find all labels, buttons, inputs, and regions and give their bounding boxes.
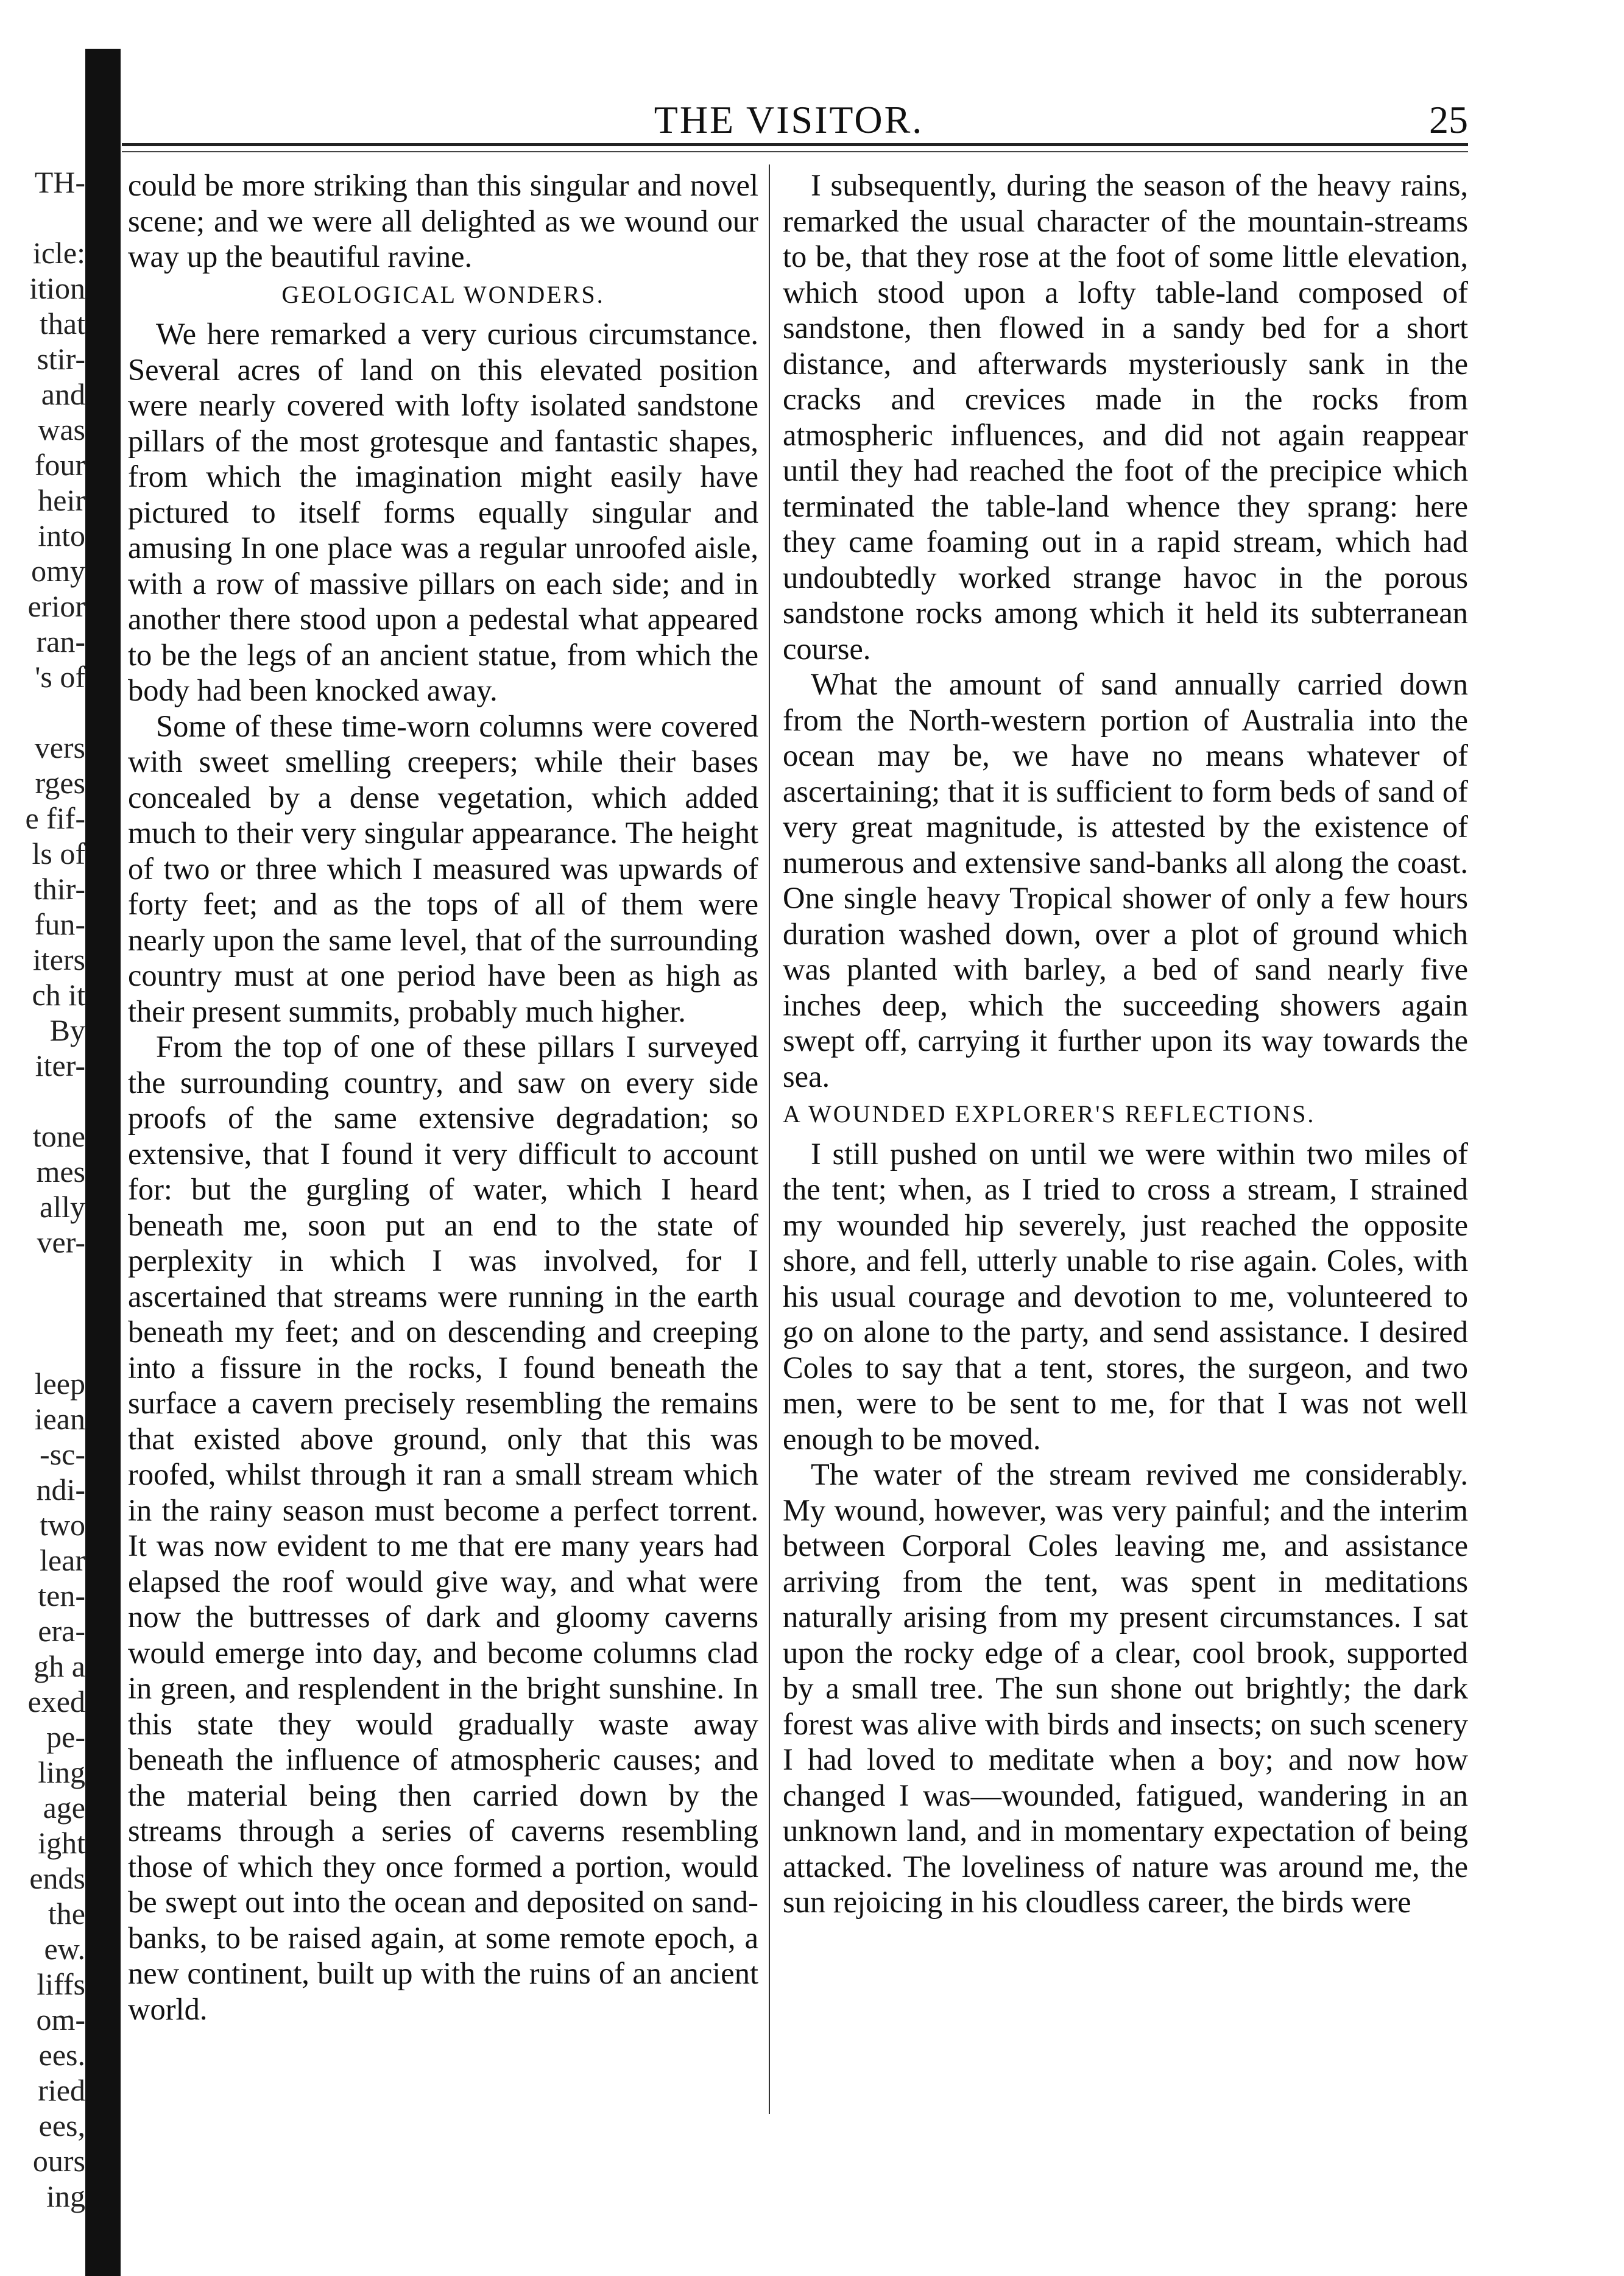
section-heading-geological-wonders: GEOLOGICAL WONDERS.	[281, 280, 605, 308]
margin-fragment: vers	[34, 730, 85, 765]
margin-fragment	[0, 1295, 85, 1331]
left-column	[128, 168, 758, 2027]
margin-fragment	[0, 1083, 85, 1119]
margin-fragment: mes	[36, 1154, 85, 1189]
margin-fragment: and	[41, 377, 85, 411]
margin-fragment: -sc-	[40, 1437, 85, 1471]
header-rule	[122, 143, 1468, 146]
margin-fragment: icle:	[32, 236, 85, 270]
margin-fragment: thir-	[33, 872, 85, 906]
margin-fragment: omy	[31, 554, 85, 588]
margin-fragment: ees,	[38, 2108, 85, 2143]
margin-fragment: exed	[27, 1684, 85, 1719]
margin-fragment: ran-	[36, 624, 85, 659]
margin-fragment: ees.	[38, 2038, 85, 2072]
right-paragraph-1: I subsequently, during the season of the heavy rains, remarked the usual character of the mountain-streams to be, that they rose at the foot of some little elevation, which stood upon a lofty table-land composed of sandstone, then flowed in a sandy bed for a short distance, and afterwards mysteriously sank in the cracks and crevices made in the rocks from atmospheric influences, and did not again reappear until they had reached the foot of the precipice which terminated the table-land whence they sprang: here they came foaming out in a rapid stream, which had undoubtedly worked strange havoc in the porous sandstone rocks among which it held its subterranean course.	[783, 168, 1468, 666]
left-paragraph-2: We here remarked a very curious circumstance. Several acres of land on this elevated position were nearly covered with lofty isolated sandstone pillars of the most grotesque and fantastic shapes, from which the imagination might easily have pictured to itself forms equally singular and amusing In one place was a regular unroofed aisle, with a row of massive pillars on each side; and in another there stood upon a pedestal what appeared to be the legs of an ancient statue, from which the body had been knocked away.	[128, 317, 758, 707]
margin-fragment: 's of	[35, 660, 85, 694]
column-divider	[769, 164, 770, 2114]
margin-fragment: rges	[35, 766, 85, 800]
margin-fragment: ition	[29, 271, 85, 305]
margin-fragment	[0, 694, 85, 730]
margin-fragment: ends	[29, 1861, 85, 1895]
margin-fragment: iean	[34, 1402, 85, 1436]
margin-fragment: iters	[32, 942, 85, 977]
margin-fragment: ls of	[32, 836, 85, 871]
margin-fragment: stir-	[37, 342, 85, 376]
margin-fragment: pe-	[46, 1720, 85, 1754]
margin-fragment: four	[34, 448, 85, 482]
margin-fragment: ew.	[44, 1932, 85, 1966]
margin-fragment: heir	[38, 483, 85, 517]
margin-fragment: the	[48, 1896, 85, 1931]
margin-fragment: fun-	[34, 907, 85, 941]
binding-shadow	[85, 49, 121, 2276]
margin-fragment: tone	[32, 1119, 85, 1153]
margin-fragment: om-	[36, 2002, 85, 2037]
margin-fragment: era-	[38, 1614, 85, 1648]
right-paragraph-4: The water of the stream revived me considerably. My wound, however, was very painful; and the interim between Corporal Coles leaving me, and assistance arriving from the tent, was spent in meditations naturally arising from my present circumstances. I sat upon the rocky edge of a clear, cool brook, supported by a small tree. The sun shone out brightly; the dark forest was alive with birds and insects; on such scenery I had loved to meditate when a boy; and now how changed I was—wounded, fatigued, wandering in an unknown land, and in momentary expectation of being attacked. The loveliness of nature was around me, the sun rejoicing in his cloudless career, the birds were	[783, 1457, 1468, 1919]
margin-fragment: By	[49, 1013, 85, 1047]
margin-fragment: ally	[40, 1190, 85, 1224]
margin-fragment: liffs	[37, 1967, 85, 2001]
left-paragraph-4: From the top of one of these pillars I surveyed the surrounding country, and saw on every side proofs of the same extensive degradation; so extensive, that I found it very difficult to account for: but the gurgling of water, which I heard beneath me, soon put an end to the state of perplexity in which I was involved, for I ascertained that streams were running in the earth beneath my feet; and on descending and creeping into a fissure in the rocks, I found beneath the surface a cavern precisely resembling the remains that existed above ground, only that this was roofed, whilst through it ran a small stream which in the rainy season must become a perfect torrent. It was now evident to me that ere many years had elapsed the roof would give way, and what were now the buttresses of dark and gloomy caverns would emerge into day, and become columns clad in green, and resplendent in the bright sunshine. In this state they would gradually waste away beneath the influence of atmospheric causes; and the material being then carried down by the streams through a series of caverns resembling those of which they once formed a portion, would be swept out into the ocean and deposited on sand-banks, to be raised again, at some remote epoch, a new continent, built up with the ruins of an ancient world.	[128, 1030, 758, 2026]
margin-fragment	[0, 1260, 85, 1295]
margin-fragment: ried	[38, 2073, 85, 2107]
margin-fragment: ten-	[38, 1578, 85, 1613]
header-rule-thin	[122, 151, 1468, 152]
margin-fragment: iter-	[35, 1048, 85, 1083]
left-paragraph-3: Some of these time-worn columns were covered with sweet smelling creepers; while their bases concealed by a dense vegetation, which added much to their very singular appearance. The height of two or three which I measured was upwards of forty feet; and as the tops of all of them were nearly upon the same level, that of the surrounding country must at one period have been as high as their present summits, probably much higher.	[128, 709, 758, 1028]
margin-fragment: ing	[46, 2179, 85, 2213]
margin-fragment: that	[40, 306, 85, 341]
previous-page-margin-fragments	[0, 164, 85, 2214]
margin-fragment: ours	[32, 2144, 85, 2178]
margin-fragment: ling	[38, 1755, 85, 1789]
margin-fragment: was	[38, 412, 85, 447]
margin-fragment: gh a	[34, 1649, 85, 1683]
margin-fragment	[0, 1331, 85, 1366]
margin-fragment: ight	[38, 1826, 85, 1860]
margin-fragment: e fif-	[25, 801, 85, 835]
margin-fragment: leep	[34, 1366, 85, 1401]
margin-fragment: into	[38, 518, 85, 553]
section-heading-wounded-explorer: A WOUNDED EXPLORER'S REFLECTIONS.	[783, 1100, 1316, 1128]
margin-fragment	[0, 200, 85, 235]
right-paragraph-2: What the amount of sand annually carried down from the North-western portion of Australia into the ocean may be, we have no means whatever of ascertaining; that it is sufficient to form beds of sand of very great magnitude, is attested by the existence of numerous and extensive sand-banks all along the coast. One single heavy Tropical shower of only a few hours duration washed down, over a plot of ground which was planted with barley, a bed of sand nearly five inches deep, which the succeeding showers again swept off, carrying it further upon its way towards the sea.	[783, 667, 1468, 1094]
margin-fragment: two	[40, 1508, 85, 1542]
left-paragraph-1: could be more striking than this singular and novel scene; and we were all delighted as we wound our way up the beautiful ravine.	[128, 168, 758, 274]
running-title: THE VISITOR.	[654, 98, 924, 141]
margin-fragment: ver-	[37, 1225, 85, 1259]
right-column	[783, 168, 1468, 1920]
margin-fragment: erior	[27, 589, 85, 623]
margin-fragment: lear	[40, 1543, 85, 1577]
margin-fragment: ndi-	[36, 1472, 85, 1507]
page-header	[110, 97, 1468, 146]
margin-fragment: ch it	[32, 978, 85, 1012]
margin-fragment: TH-	[34, 165, 85, 199]
page-number: 25	[1429, 98, 1468, 141]
margin-fragment: age	[43, 1790, 85, 1825]
right-paragraph-3: I still pushed on until we were within two miles of the tent; when, as I tried to cross a stream, I strained my wounded hip severely, just reached the opposite shore, and fell, utterly unable to rise again. Coles, with his usual courage and devotion to me, volunteered to go on alone to the party, and send assistance. I desired Coles to say that a tent, stores, the surgeon, and two men, were to be sent to me, for that I was not well enough to be moved.	[783, 1136, 1468, 1456]
